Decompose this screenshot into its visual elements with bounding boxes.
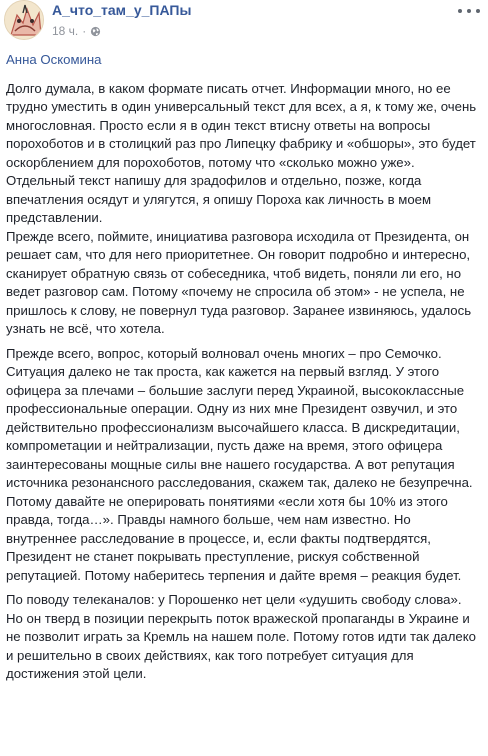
post-header — [0, 0, 488, 44]
post-meta — [52, 24, 101, 38]
author-line[interactable]: Анна Оскомина — [6, 52, 102, 67]
post-body — [0, 44, 488, 684]
more-dot — [476, 9, 480, 13]
post-options-more-icon[interactable] — [458, 4, 480, 18]
more-dot — [458, 9, 462, 13]
more-dot — [467, 9, 471, 13]
globe-icon[interactable] — [90, 26, 101, 37]
post-paragraph — [6, 591, 482, 684]
paragraph-text: Отдельный текст напишу для зрадофилов и отдельно, позже, когда впечатления осядут и улягутся, я опишу Пороха как личность в моем представлении. — [6, 173, 432, 225]
post-paragraph — [6, 345, 482, 586]
avatar-illustration-icon — [5, 1, 44, 40]
page-name-link[interactable]: А_что_там_у_ПАПы — [52, 2, 192, 18]
paragraph-text: Долго думала, в каком формате писать отчет. Информации много, но ее трудно уместить в один универсальный текст для всех, а я, к тому же, очень многословная. Просто если я в один текст втисну ответы на вопросы порохоботов и в столицкий раз про Липецку фабрику и «обшоры», это будет оскорблением для порохоботов, потому что «сколько можно уже». — [6, 80, 477, 170]
paragraph-text: Прежде всего, поймите, инициатива разговора исходила от Президента, он решает сам, что для него приоритетнее. Он говорит подробно и интересно, сканирует обратную связь от собеседника, чтоб видеть, поняли ли его, но ведет разговор сам. Потому «почему не спросила об этом» - не успела, не пришлось к слову, не повернул туда разговор. Заранее извиняюсь, удалось узнать не всё, что хотела. — [6, 228, 472, 336]
post-timestamp[interactable]: 18 ч. — [52, 24, 79, 38]
post-paragraph — [6, 80, 482, 339]
page-avatar[interactable] — [4, 0, 44, 40]
paragraph-text: Прежде всего, вопрос, который волновал очень многих – про Семочко. Ситуация далеко не так проста, как кажется на первый взгляд. У этого офицера за плечами – большие заслуги перед Украиной, высококлассные профессиональные операции. Одну из них мне Президент озвучил, и это действительно профессионализм высочайшего класса. В дискредитации, компрометации и нейтрализации, пусть даже на время, этого офицера заинтересованы мощные силы вне нашего государства. А вот репутация источника резонансного расследования, скажем так, далеко не безупречна. Потому давайте не оперировать понятиями «если хотя бы 10% из этого правда, тогда…». Правды намного больше, чем нам известно. Но внутреннее расследование в процессе, и, если факты подтвердятся, Президент не станет покрывать преступление, рискуя собственной репутацией. Потому наберитесь терпения и дайте время – реакция будет. — [6, 345, 473, 583]
meta-separator: · — [82, 24, 87, 38]
paragraph-text: По поводу телеканалов: у Порошенко нет цели «удушить свободу слова». Но он тверд в позиции перекрыть поток вражеской пропаганды в Украине и не позволит играть за Кремль на нашем поле. Потому готов идти так далеко и решительно в своих действиях, как того потребует ситуация для достижения этой цели. — [6, 592, 477, 681]
